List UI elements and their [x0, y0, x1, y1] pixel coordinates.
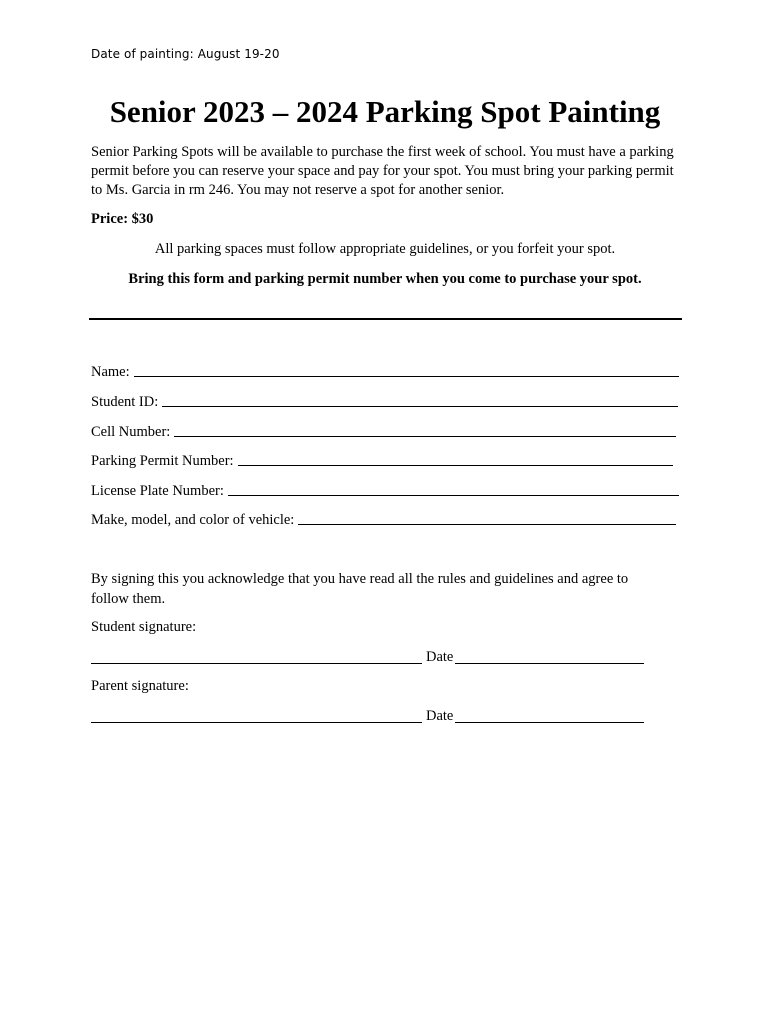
guideline-note: All parking spaces must follow appropriate guidelines, or you forfeit your spot. — [154, 241, 616, 257]
price-label: Price: $30 — [91, 211, 154, 227]
parent-signature-line[interactable] — [91, 722, 422, 723]
page-title: Senior 2023 – 2024 Parking Spot Painting — [109, 94, 661, 129]
vehicle-description-line[interactable] — [298, 523, 676, 525]
field-label: Name: — [91, 364, 130, 380]
field-label: License Plate Number: — [91, 483, 224, 499]
name-field[interactable] — [91, 361, 679, 381]
student-signature-row — [91, 648, 644, 668]
field-label: Cell Number: — [91, 424, 171, 440]
student-id-line[interactable] — [162, 405, 678, 407]
field-label: Make, model, and color of vehicle: — [91, 512, 295, 528]
student-signature-label: Student signature: — [91, 619, 197, 635]
parent-date-line[interactable] — [455, 722, 644, 723]
parking-permit-line[interactable] — [238, 464, 673, 466]
section-divider — [89, 318, 682, 320]
bring-form-note: Bring this form and parking permit number when you come to purchase your spot. — [128, 271, 642, 287]
license-plate-field[interactable] — [91, 480, 679, 500]
intro-paragraph: Senior Parking Spots will be available to purchase the first week of school. You must have a parking permit before you can reserve your space and pay for your spot. You must bring your parking permit to Ms. Garcia in rm 246. You may not reserve a spot for another senior. — [91, 144, 674, 198]
student-date-label: Date — [426, 649, 454, 665]
parent-date-label: Date — [426, 708, 454, 724]
cell-number-line[interactable] — [174, 435, 676, 437]
parent-signature-row — [91, 707, 644, 727]
parking-permit-field[interactable] — [91, 450, 673, 470]
license-plate-line[interactable] — [228, 494, 679, 496]
cell-number-field[interactable] — [91, 421, 676, 441]
field-label: Student ID: — [91, 394, 159, 410]
student-date-line[interactable] — [455, 663, 644, 664]
vehicle-description-field[interactable] — [91, 509, 676, 529]
painting-date-note: Date of painting: August 19-20 — [91, 47, 280, 61]
name-line[interactable] — [134, 375, 679, 377]
parent-signature-label: Parent signature: — [91, 678, 189, 694]
field-label: Parking Permit Number: — [91, 453, 234, 469]
student-signature-line[interactable] — [91, 663, 422, 664]
student-id-field[interactable] — [91, 391, 678, 411]
acknowledgement-text: By signing this you acknowledge that you have read all the rules and guidelines and agree to follow them. — [91, 571, 629, 607]
